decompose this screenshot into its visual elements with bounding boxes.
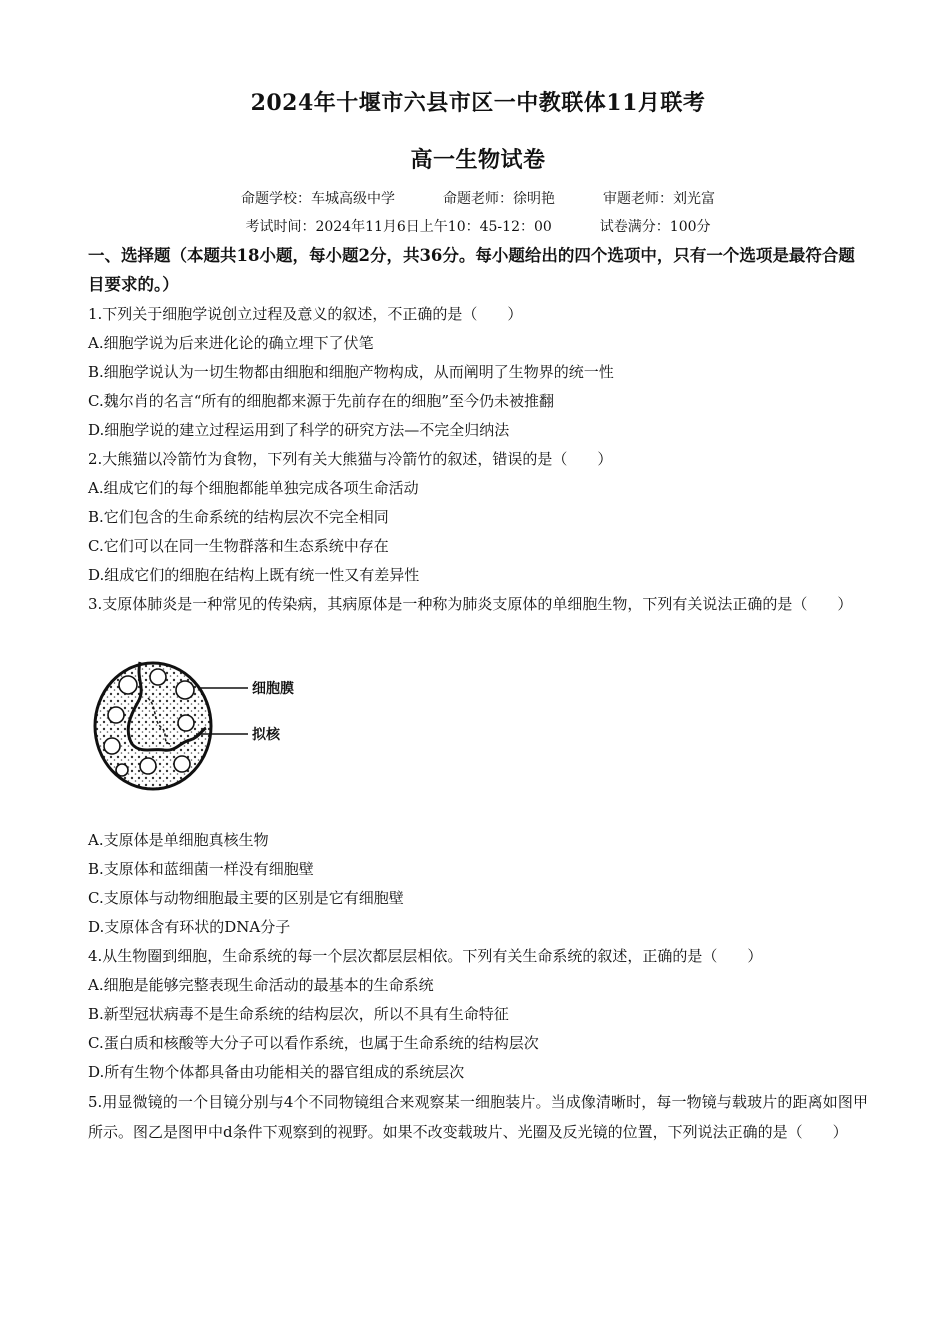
question-1-stem: 1.下列关于细胞学说创立过程及意义的叙述，不正确的是（ ） [88,305,523,323]
teacher-label: 命题老师：徐明艳 [443,191,555,207]
exam-subtitle: 高一生物试卷 [410,147,546,173]
exam-time-label: 考试时间：2024年11月6日上午10：45-12：00 [245,219,552,235]
question-4-stem: 4.从生物圈到细胞，生命系统的每一个层次都层层相依。下列有关生命系统的叙述，正确的是（ ） [88,947,763,965]
mycoplasma-figure [88,650,328,810]
question-3-stem: 3.支原体肺炎是一种常见的传染病，其病原体是一种称为肺炎支原体的单细胞生物，下列有关说法正确的是（ ） [88,595,853,613]
nucleoid-label: 拟核 [252,727,280,743]
school-label: 命题学校：车城高级中学 [241,191,395,207]
question-1-option-d: D.细胞学说的建立过程运用到了科学的研究方法—不完全归纳法 [88,421,510,439]
section-heading: 一、选择题（本题共18小题，每小题2分，共36分。每小题给出的四个选项中，只有一个选项是最符合题目要求的。） [88,246,855,294]
time-line [88,216,868,236]
reviewer-label: 审题老师：刘光富 [603,191,715,207]
question-4-option-a: A.细胞是能够完整表现生命活动的最基本的生命系统 [88,976,434,994]
question-3-option-a: A.支原体是单细胞真核生物 [88,831,269,849]
question-2-option-c: C.它们可以在同一生物群落和生态系统中存在 [88,537,389,555]
question-2-option-b: B.它们包含的生命系统的结构层次不完全相同 [88,508,389,526]
question-3-option-d: D.支原体含有环状的DNA分子 [88,918,291,936]
question-4-option-d: D.所有生物个体都具备由功能相关的器官组成的系统层次 [88,1063,465,1081]
author-line [88,188,868,208]
question-2-stem: 2.大熊猫以冷箭竹为食物，下列有关大熊猫与冷箭竹的叙述，错误的是（ ） [88,450,613,468]
question-2-option-a: A.组成它们的每个细胞都能单独完成各项生命活动 [88,479,419,497]
exam-title: 2024年十堰市六县市区一中教联体11月联考 [250,90,706,116]
mycoplasma-diagram [88,650,328,810]
question-1-option-b: B.细胞学说认为一切生物都由细胞和细胞产物构成，从而阐明了生物界的统一性 [88,363,614,381]
question-4-option-b: B.新型冠状病毒不是生命系统的结构层次，所以不具有生命特征 [88,1005,509,1023]
question-5-stem: 5.用显微镜的一个目镜分别与4个不同物镜组合来观察某一细胞装片。当成像清晰时，每一物镜与载玻片的距离如图甲所示。图乙是图甲中d条件下观察到的视野。如果不改变载玻片、光圈及反光镜的位置，下列说法正确的是（ ） [88,1093,868,1141]
question-4-option-c: C.蛋白质和核酸等大分子可以看作系统，也属于生命系统的结构层次 [88,1034,539,1052]
membrane-label: 细胞膜 [252,681,294,697]
full-score-label: 试卷满分：100分 [599,219,711,235]
question-3-option-c: C.支原体与动物细胞最主要的区别是它有细胞壁 [88,889,404,907]
question-2-option-d: D.组成它们的细胞在结构上既有统一性又有差异性 [88,566,420,584]
question-1-option-a: A.细胞学说为后来进化论的确立埋下了伏笔 [88,334,374,352]
question-3-option-b: B.支原体和蓝细菌一样没有细胞壁 [88,860,314,878]
question-1-option-c: C.魏尔肖的名言“所有的细胞都来源于先前存在的细胞”至今仍未被推翻 [88,392,555,410]
